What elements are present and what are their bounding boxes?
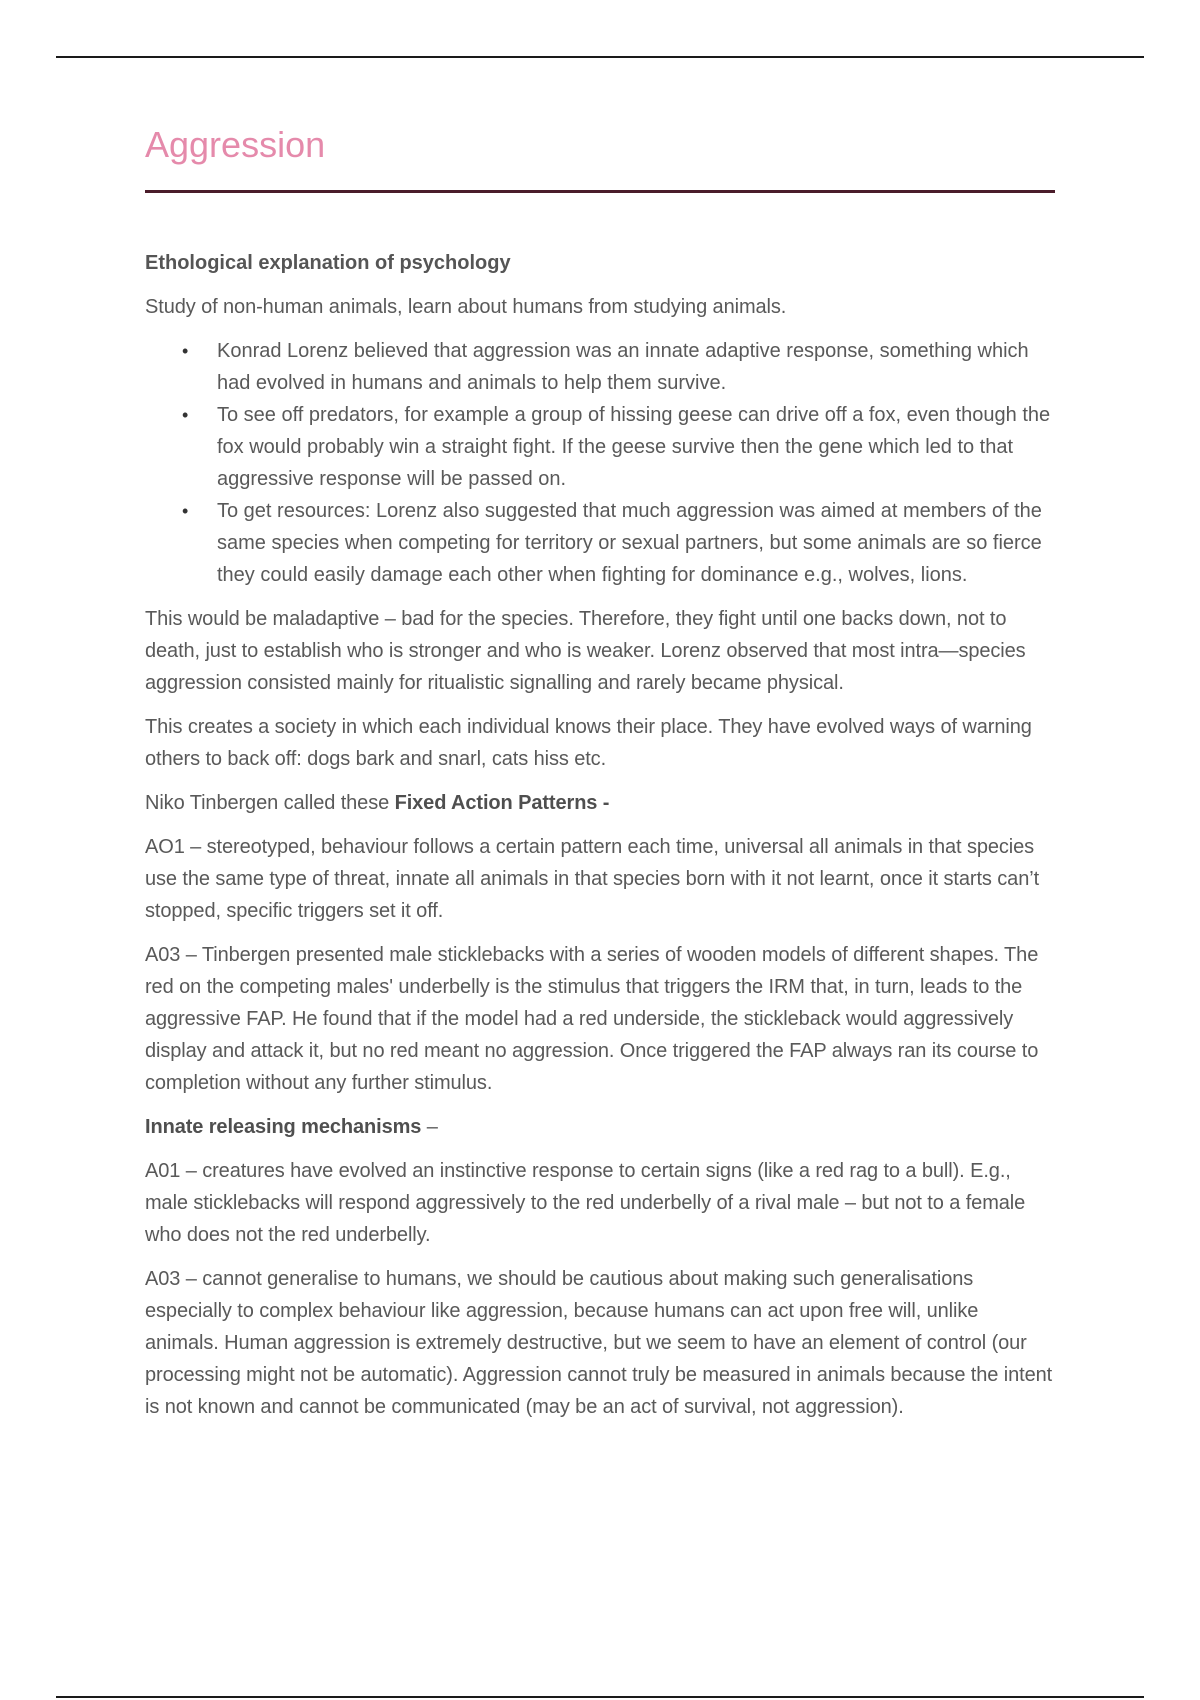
page-top-rule <box>56 56 1144 58</box>
fap-term: Fixed Action Patterns - <box>394 792 610 814</box>
maladaptive-paragraph: This would be maladaptive – bad for the species. Therefore, they fight until one backs down, not to death, just to establish who is stronger and who is weaker. Lorenz observed that most intra—species aggression consisted mainly for ritualistic signalling and rarely became physical. <box>145 608 1026 694</box>
ao1-irm-paragraph: A01 – creatures have evolved an instinctive response to certain signs (like a red rag to a bull). E.g., male sticklebacks will respond aggressively to the red underbelly of a rival male – but not to a female who does not the red underbelly. <box>145 1160 1026 1246</box>
bullet-list <box>145 335 1057 591</box>
intro-paragraph: Study of non-human animals, learn about humans from studying animals. <box>145 296 787 318</box>
ao3-irm-paragraph: A03 – cannot generalise to humans, we should be cautious about making such generalisations especially to complex behaviour like aggression, because humans can act upon free will, unlike animals. Human aggression is extremely destructive, but we seem to have an element of control (our processing might not be automatic). Aggression cannot truly be measured in animals because the intent is not known and cannot be communicated (may be an act of survival, not aggression). <box>145 1268 1053 1418</box>
fap-intro-text: Niko Tinbergen called these <box>145 792 395 814</box>
bullet-icon: • <box>182 341 189 361</box>
bullet-icon: • <box>182 405 189 425</box>
ao1-fap-paragraph: AO1 – stereotyped, behaviour follows a certain pattern each time, universal all animals in that species use the same type of threat, innate all animals in that species born with it not learnt, once it starts can’t stopped, specific triggers set it off. <box>145 836 1040 922</box>
irm-heading-dash: – <box>421 1116 438 1138</box>
title-underline <box>145 190 1055 193</box>
bullet-icon: • <box>182 501 189 521</box>
ao3-fap-paragraph: A03 – Tinbergen presented male sticklebacks with a series of wooden models of different shapes. The red on the competing males' underbelly is the stimulus that triggers the IRM that, in turn, leads to the aggressive FAP. He found that if the model had a red underside, the stickleback would aggressively display and attack it, but no red meant no aggression. Once triggered the FAP always ran its course to completion without any further stimulus. <box>145 944 1039 1094</box>
list-item <box>182 399 1057 495</box>
section-heading-ethological: Ethological explanation of psychology <box>145 252 511 274</box>
list-item-text: To get resources: Lorenz also suggested that much aggression was aimed at members of the same species when competing for territory or sexual partners, but some animals are so fierce they could easily damage each other when fighting for dominance e.g., wolves, lions. <box>217 500 1042 586</box>
fap-intro-paragraph <box>145 787 1057 819</box>
list-item-text: Konrad Lorenz believed that aggression was an innate adaptive response, something which had evolved in humans and animals to help them survive. <box>217 340 1029 394</box>
society-paragraph: This creates a society in which each individual knows their place. They have evolved ways of warning others to back off: dogs bark and snarl, cats hiss etc. <box>145 716 1032 770</box>
section-heading-irm: Innate releasing mechanisms <box>145 1116 422 1138</box>
document-body <box>145 120 1057 1435</box>
irm-heading-paragraph <box>145 1111 1057 1143</box>
page-title: Aggression <box>145 124 326 165</box>
list-item <box>182 495 1057 591</box>
page-bottom-rule <box>56 1696 1144 1698</box>
list-item-text: To see off predators, for example a group of hissing geese can drive off a fox, even though the fox would probably win a straight fight. If the geese survive then the gene which led to that aggressive response will be passed on. <box>217 404 1051 490</box>
list-item <box>182 335 1057 399</box>
